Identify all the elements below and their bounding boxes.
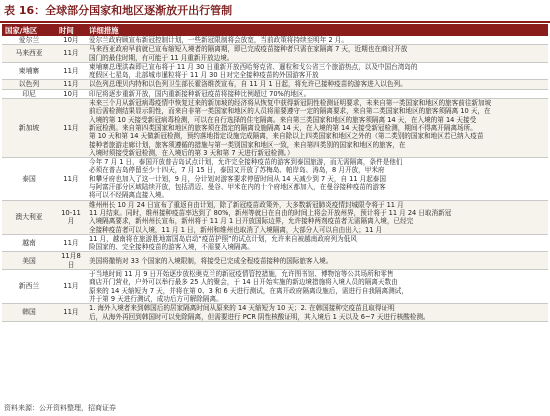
time-cell: 11月	[56, 304, 86, 322]
table-row	[2, 200, 548, 234]
detail-line: 原来的 14 天缩短为 7 天，并将在第 0、3 和 6 天进行测试，在离开政府隔离设施后，需进行自我隔离测试，	[89, 286, 408, 295]
detail-line: 11 月结束。同时，维州接种疫苗率达到了 80%，新州等就日在自由的时间上将会开放州界，预计将于 11 月 24 日取消新冠	[89, 208, 452, 217]
country-cell: 新西兰	[2, 270, 56, 304]
detail-cell	[86, 36, 548, 45]
header-country: 国家/地区	[2, 24, 56, 36]
header-time: 时间	[56, 24, 86, 36]
detail-line: 入境时须接受新冠检测，在入境后的第 3 天和第 7 天进行新冠检测。）	[89, 148, 294, 157]
country-cell: 柬埔寨	[2, 62, 56, 80]
detail-line: 印尼将逐步重新开放，国内重新接种新冠疫苗将接种比例超过 70%的地区。	[89, 89, 311, 98]
table-row	[2, 62, 548, 80]
detail-line: 新冠检测。来自第四类国家和地区的旅客须在指定的隔离设施隔离 14 天，在入境的第 14 天接受新冠检测，期间不得离开隔离场所。	[89, 123, 477, 132]
detail-line: 柬埔寨总理洪森即已宣布将于 11 月 30 日重新开放西哈努克省、暹粒和戈公省三个旅游热点，以及中国台湾岛的	[89, 62, 418, 71]
table-title: 表 16：全球部分国家和地区逐渐放开出行管制	[4, 4, 233, 17]
detail-line: 商店开门营业，户外可以举行最多 25 人的聚会，于 14 日开始实施的新边境措施将入境人员的隔离天数由	[89, 278, 398, 287]
detail-line: 前后需检测结果显示阴性，而来自非第一类国家和地区的人员将需要遵守一定的隔离要求，来自第二类国家和地区的旅客须隔离 10 天，在	[89, 107, 491, 116]
detail-line: 接种者旅游走廊计划，旅客须遵循的措施与第一类别国家和地区一致，来自第四类别的国家和地区的旅客，在	[89, 140, 406, 149]
detail-line: 国门的最佳时期，有可能于 11 月重新开放边境。	[89, 53, 234, 62]
time-cell: 11月	[56, 234, 86, 252]
detail-line: 险国家的、完全接种疫苗的游客入境，不需要入境隔离。	[89, 243, 254, 252]
detail-line: 入境隔离要求，新州州长宣布，新州将于 11 月 1 日开放国际边界，允许接种两剂疫苗者无需隔离入境，已经完	[89, 217, 414, 226]
detail-line: 入境的第 10 天接受新冠病毒检测，可以在自行选择的住宅隔离。来自第三类国家和地区的旅客须隔离 14 天，在入境的第 14 天接受	[89, 115, 477, 124]
time-cell: 11月	[56, 99, 86, 158]
source-note: 资料来源：公开资料整理，招商证券	[4, 404, 116, 412]
time-cell: 10月	[56, 36, 86, 45]
title-rule	[0, 21, 550, 23]
time-cell: 10-11月	[56, 200, 86, 234]
detail-cell	[86, 270, 548, 304]
detail-line: 将可以不经隔离直接入境。	[89, 191, 169, 200]
detail-line: 全接种疫苗者可以入境，11 月 1 日，新州和维州也取消了入境隔离，大部分人可以自由出入；11 月	[89, 225, 383, 234]
detail-line: 美国将撤销对 33 个国家的入境限制，将接受已完成全程疫苗接种的国际旅客入境。	[89, 256, 333, 265]
detail-cell	[86, 80, 548, 89]
time-cell: 11月	[56, 270, 86, 304]
country-cell: 马来西亚	[2, 45, 56, 63]
detail-cell	[86, 252, 548, 270]
time-cell: 11月	[56, 62, 86, 80]
table-header-row	[2, 24, 548, 36]
table-row	[2, 252, 548, 270]
detail-line: 并于第 9 天进行测试，成功后方可解除隔离。	[89, 294, 223, 303]
detail-line: 和攀牙府也加入了这一计划，9 月，分计划对游客要求停留时间从 14 天减少到 7 天，自 11 月起泰国	[89, 174, 386, 183]
table-row	[2, 158, 548, 200]
detail-line: 今年 7 月 1 日，泰国开放普吉岛试点计划，允许完全接种疫苗的游客到泰国旅游，而无需隔离，条件是他们	[89, 158, 403, 167]
detail-line: 1. 海外入境者来到韩国后的居家隔离时间从原来的 14 天缩短为 10 天；2. 在韩国接种完疫苗且取得证明	[89, 304, 395, 313]
detail-cell	[86, 200, 548, 234]
table-row	[2, 99, 548, 158]
detail-cell	[86, 45, 548, 63]
detail-cell	[86, 89, 548, 98]
detail-line: 于当地时间 11 月 9 日开始逐步放松奥克兰的新冠疫情管控措施，允许图书馆、博物馆等公共场所和零售	[89, 270, 394, 279]
time-cell: 11月	[56, 45, 86, 63]
detail-line: 以色列总理贝内特和以色列卫生部长霍洛维茨宣布，自 11 月 1 日起，将允许已接种疫苗的游客进入以色列。	[89, 80, 407, 89]
country-cell: 新加坡	[2, 99, 56, 158]
table-row	[2, 45, 548, 63]
country-cell: 印尼	[2, 89, 56, 98]
country-cell: 越南	[2, 234, 56, 252]
country-cell: 以色列	[2, 80, 56, 89]
country-cell: 泰国	[2, 158, 56, 200]
table-row	[2, 270, 548, 304]
detail-line: 后，从海外再回到韩国时可以免除隔离，但需要进行 PCR 阴性核酸证明，其入境后 1 天以及 6~7 天进行核酸检测。	[89, 312, 430, 321]
table-row	[2, 89, 548, 98]
detail-cell	[86, 304, 548, 322]
time-cell: 11月	[56, 80, 86, 89]
country-cell: 美国	[2, 252, 56, 270]
time-cell: 11月8日	[56, 252, 86, 270]
detail-cell	[86, 158, 548, 200]
detail-cell	[86, 99, 548, 158]
country-cell: 澳大利亚	[2, 200, 56, 234]
country-cell: 爱尔兰	[2, 36, 56, 45]
country-cell: 韩国	[2, 304, 56, 322]
detail-line: 度假区七星岛，北部城市暹粒将于 11 月 30 日对完全接种疫苗的外国游客开放	[89, 71, 319, 80]
detail-line: 第 10 天和第 14 天做新冠检测，预约落地指定设施完成隔离，来自除以上四类国家和地区之外的（第二类别的国家和地区若已纳入疫苗	[89, 132, 484, 141]
detail-line: 未来三个月从新冠病毒疫情中恢复过来的新加坡的经济将从恢复中获得新冠阴性检测证明要求，未来自第一类国家和地区的旅客前往新加坡	[89, 99, 492, 108]
time-cell: 11月	[56, 158, 86, 200]
detail-line: 必须在普吉岛停留至少十四天，7 月 15 日，泰国又开放了苏梅岛、帕岸岛、涛岛，8 月开放，甲米府	[89, 166, 385, 175]
detail-line: 与阿富汗部分区域陆续开放，包括清迈、曼谷、甲米在内的十个府地区都加入，在曼谷接种疫苗的游客	[89, 183, 386, 192]
table-row	[2, 234, 548, 252]
detail-cell	[86, 234, 548, 252]
detail-line: 爱尔兰政府顾宣布新冠控制计划，一些新冠限制将会放宽，当前政策将持续至明年 2 月。	[89, 36, 348, 44]
table-row	[2, 80, 548, 89]
header-detail: 详细措施	[86, 24, 548, 36]
detail-line: 维州州长 10 月 24 日宣布了重返自由计划，除了新冠疫苗政策外，大多数新冠肺炎疫情封城限令将于 11 月	[89, 200, 404, 209]
table-row	[2, 304, 548, 322]
detail-cell	[86, 62, 548, 80]
table-row	[2, 36, 548, 45]
time-cell: 10月	[56, 89, 86, 98]
measures-table	[2, 24, 548, 322]
detail-line: 马来西亚政府早前就已宣布缩短入境者的隔离期，即已完成疫苗接种者只需在家隔离 7 天，近期也在商讨开放	[89, 45, 408, 54]
detail-line: 11 月，越南将在旅游胜地富国岛启动“疫苗护照”的试点计划，允许来自被越南政府列为低风	[89, 234, 357, 243]
